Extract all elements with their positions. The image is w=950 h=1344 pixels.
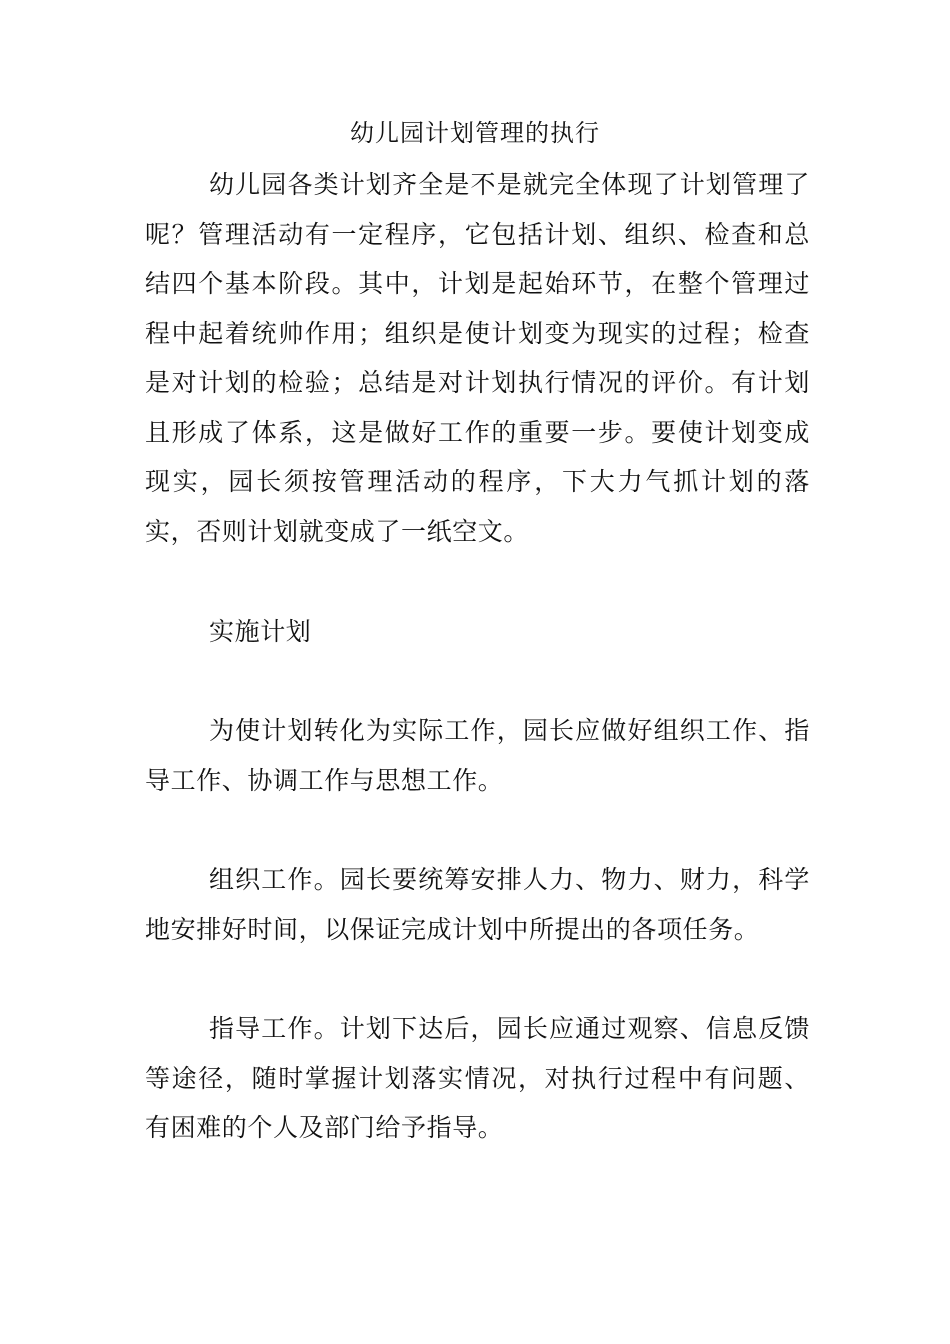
guide-paragraph: 指导工作。计划下达后，园长应通过观察、信息反馈等途径，随时掌握计划落实情况，对执行过程中有问题、有困难的个人及部门给予指导。 [145, 1014, 810, 1142]
implement-paragraph: 为使计划转化为实际工作，园长应做好组织工作、指导工作、协调工作与思想工作。 [145, 716, 810, 795]
intro-paragraph: 幼儿园各类计划齐全是不是就完全体现了计划管理了呢？管理活动有一定程序，它包括计划、组织、检查和总结四个基本阶段。其中，计划是起始环节，在整个管理过程中起着统帅作用；组织是使计划变为现实的过程；检查是对计划的检验；总结是对计划执行情况的评价。有计划且形成了体系，这是做好工作的重要一步。要使计划变成现实，园长须按管理活动的程序，下大力气抓计划的落实，否则计划就变成了一纸空文。 [145, 170, 810, 546]
document-title: 幼儿园计划管理的执行 [350, 119, 600, 147]
section-heading: 实施计划 [209, 617, 312, 646]
organize-paragraph: 组织工作。园长要统筹安排人力、物力、财力，科学地安排好时间，以保证完成计划中所提出的各项任务。 [145, 865, 810, 944]
